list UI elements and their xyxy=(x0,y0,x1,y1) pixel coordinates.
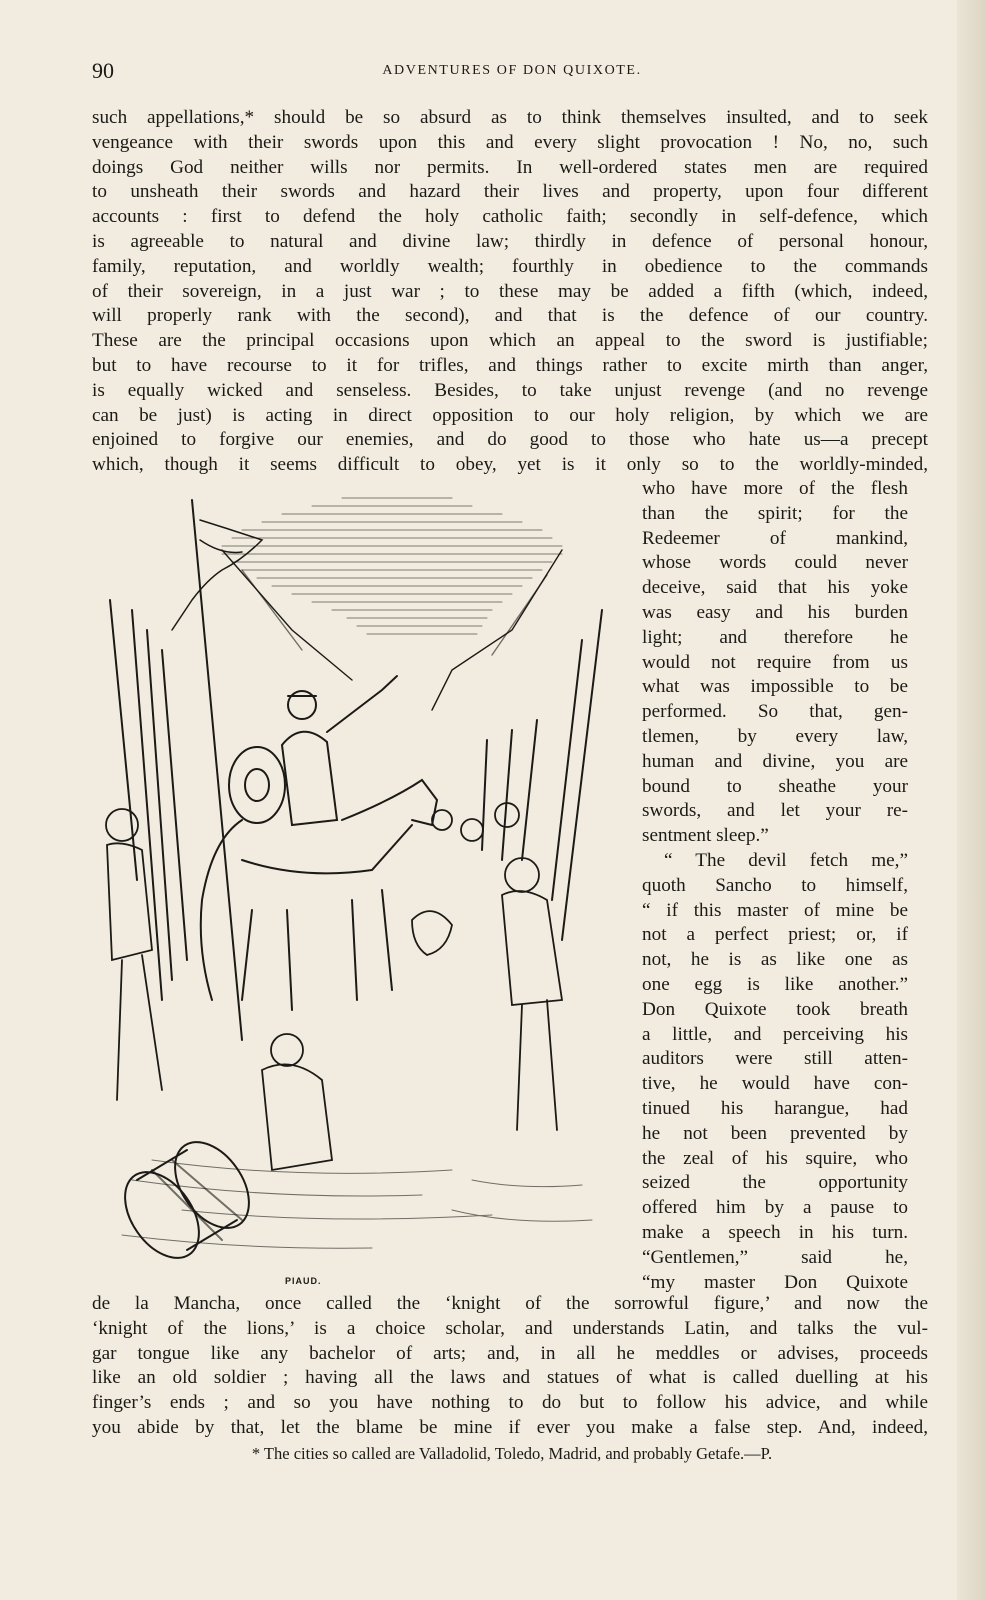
text-line: human and divine, you are xyxy=(642,750,908,772)
text-line: not, he is as like one as xyxy=(642,949,908,971)
lances xyxy=(110,500,602,1040)
text-line: a little, and perceiving his xyxy=(642,1023,908,1045)
text-line: quoth Sancho to himself, xyxy=(642,874,908,896)
text-line: which, though it seems difficult to obey, yet is it only so to the worldly-minded, xyxy=(92,454,928,476)
text-line: but to have recourse to it for trifles, and things rather to excite mirth than anger, xyxy=(92,354,928,376)
banner xyxy=(172,520,262,630)
text-line: accounts : first to defend the holy catholic faith; secondly in self-defence, which xyxy=(92,206,928,228)
text-line: performed. So that, gen- xyxy=(642,701,908,723)
text-line: Redeemer of mankind, xyxy=(642,527,908,549)
mountains xyxy=(222,550,562,710)
text-line: vengeance with their swords upon this and every slight provocation ! No, no, such xyxy=(92,131,928,153)
text-line: of their sovereign, in a just war ; to these may be added a fifth (which, indeed, xyxy=(92,280,928,302)
text-line: you abide by that, let the blame be mine if ever you make a false step. And, indeed, xyxy=(92,1416,928,1438)
text-line: is agreeable to natural and divine law; thirdly in defence of personal honour, xyxy=(92,230,928,252)
text-line: one egg is like another.” xyxy=(642,973,908,995)
text-line: “my master Don Quixote xyxy=(642,1271,908,1293)
text-line: “ if this master of mine be xyxy=(642,899,908,921)
footnote: * The cities so called are Valladolid, Toledo, Madrid, and probably Getafe.—P. xyxy=(251,1444,773,1463)
running-title: ADVENTURES OF DON QUIXOTE. xyxy=(382,63,642,78)
text-line: These are the principal occasions upon which an appeal to the sword is justifiable; xyxy=(92,330,928,352)
text-line: doings God neither wills nor permits. In well-ordered states men are required xyxy=(92,156,928,178)
text-line: tinued his harangue, had xyxy=(642,1097,908,1119)
text-line: auditors were still atten- xyxy=(642,1048,908,1070)
text-line: he not been prevented by xyxy=(642,1122,908,1144)
text-line: “Gentlemen,” said he, xyxy=(642,1246,908,1268)
text-line: seized the opportunity xyxy=(642,1172,908,1194)
text-line: ‘knight of the lions,’ is a choice scholar, and understands Latin, and talks the vul- xyxy=(92,1317,928,1339)
text-line: like an old soldier ; having all the laws and statues of what is called duelling at his xyxy=(92,1367,928,1389)
text-line: family, reputation, and worldly wealth; fourthly in obedience to the commands xyxy=(92,255,928,277)
crowd-figures xyxy=(106,803,562,1170)
page-edge xyxy=(957,0,985,1600)
text-line: sentment sleep.” xyxy=(642,825,769,847)
text-line: tive, he would have con- xyxy=(642,1073,908,1095)
text-line: who have more of the flesh xyxy=(642,478,908,499)
drum xyxy=(110,1128,264,1271)
text-line: gar tongue like any bachelor of arts; and, in all he meddles or advises, proceeds xyxy=(92,1342,928,1364)
text-line: finger’s ends ; and so you have nothing to do but to follow his advice, and while xyxy=(92,1392,928,1414)
text-line: to unsheath their swords and hazard their lives and property, upon four different xyxy=(92,181,928,203)
sky-hatching xyxy=(222,498,562,634)
text-line: not a perfect priest; or, if xyxy=(642,924,908,946)
text-line: can be just) is acting in direct opposition to our holy religion, by which we are xyxy=(92,404,928,426)
text-block-bottom xyxy=(92,1292,928,1441)
text-line: such appellations,* should be so absurd as to think themselves insulted, and to seek xyxy=(92,107,928,128)
text-line: Don Quixote took breath xyxy=(642,998,908,1020)
text-line: than the spirit; for the xyxy=(642,502,908,524)
text-line: deceive, said that his yoke xyxy=(642,577,908,599)
text-line: whose words could never xyxy=(642,552,908,574)
text-line: light; and therefore he xyxy=(642,626,908,648)
text-block-top xyxy=(92,106,928,478)
text-line: make a speech in his turn. xyxy=(642,1221,908,1243)
text-line: offered him by a pause to xyxy=(642,1197,908,1219)
ground-hatching xyxy=(122,1160,592,1248)
engraver-signature: PIAUD. xyxy=(285,1276,322,1286)
text-line: enjoined to forgive our enemies, and do good to those who hate us—a precept xyxy=(92,429,928,451)
text-line: the zeal of his squire, who xyxy=(642,1147,908,1169)
text-line: will properly rank with the second), and that is the defence of our country. xyxy=(92,305,928,327)
text-line: is equally wicked and senseless. Besides, to take unjust revenge (and no revenge xyxy=(92,379,928,401)
knight-on-horse xyxy=(201,676,437,1010)
text-line: was easy and his burden xyxy=(642,601,908,623)
page-header xyxy=(92,58,932,88)
text-line: what was impossible to be xyxy=(642,676,908,698)
page-number: 90 xyxy=(92,58,114,83)
text-line: bound to sheathe your xyxy=(642,775,908,797)
text-line: tlemen, by every law, xyxy=(642,725,908,747)
text-column-right xyxy=(642,477,908,1295)
text-line: swords, and let your re- xyxy=(642,800,908,822)
text-line: “ The devil fetch me,” xyxy=(664,849,908,871)
engraving-illustration xyxy=(92,480,632,1290)
text-line: would not require from us xyxy=(642,651,908,673)
text-line: de la Mancha, once called the ‘knight of the sorrowful figure,’ and now the xyxy=(92,1293,928,1314)
